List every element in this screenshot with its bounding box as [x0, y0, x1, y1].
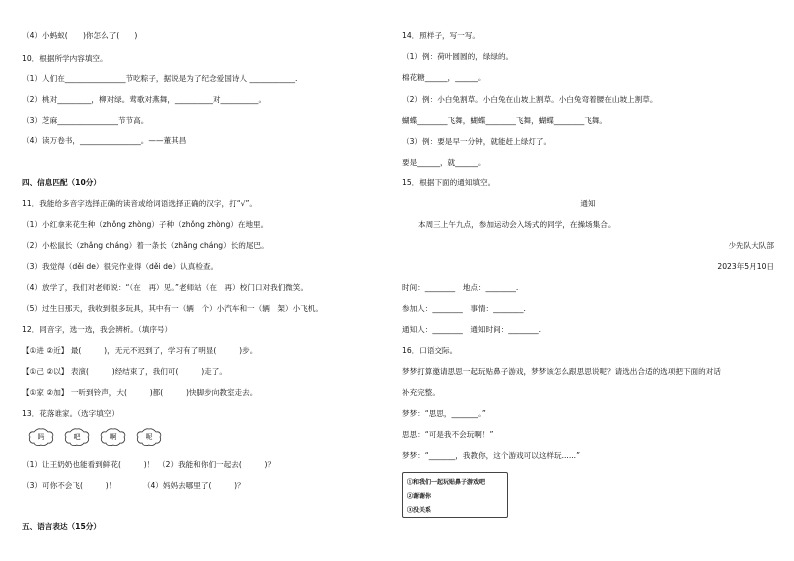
options-box	[402, 472, 508, 518]
q12-item1: 【①进 ②近】 最( )，无元不迟到了，学习有了明显( )步。	[22, 346, 258, 355]
flower-label: 啊	[109, 433, 117, 441]
q10-title: 10．根据所学内容填空。	[22, 54, 108, 63]
q12-title: 12．同音字，选一选，我会辨析。（填序号）	[22, 325, 173, 334]
notice-signature: 少先队大队部	[728, 241, 774, 250]
q14-example1: （1）例：荷叶圆圆的，绿绿的。	[402, 52, 514, 61]
section-4-heading: 四、信息匹配（10分）	[22, 178, 101, 187]
q15-fill1: 时间：________ 地点：________.	[402, 283, 519, 292]
q11-item4: （4）放学了，我们对老师说：“（在 再）见。”老师站（在 再）校门口对我们微笑。	[22, 283, 309, 292]
q11-item5: （5）过生日那天，我收到很多玩具，其中有一（辆 个）小汽车和一（辆 架）小飞机。	[22, 304, 323, 313]
q13-item1-2: （1）让王奶奶也能看到鲜花( )！ （2）我能和你们一起去( )？	[22, 460, 276, 469]
q15-fill3: 通知人：________ 通知时间：________.	[402, 325, 542, 334]
q14-answer2: 蝴蝶________飞舞，蝴蝶________飞舞，蝴蝶________飞舞。	[402, 116, 608, 125]
q16-prompt-line2: 补充完整。	[402, 388, 440, 397]
option-2: ②谢谢你	[407, 493, 432, 500]
q11-item2: （2）小松鼠长（zhǎng cháng）着一条长（zhǎng cháng）长的尾巴。	[22, 241, 269, 250]
option-3: ③没关系	[407, 507, 432, 514]
q15-title: 15．根据下面的通知填空。	[402, 178, 496, 187]
flower-label: 呢	[145, 433, 153, 441]
q14-example3: （3）例：要是早一分钟，就能赶上绿灯了。	[402, 137, 552, 146]
flower-label: 吗	[37, 433, 45, 441]
q10-item1: （1）人们在________________节吃粽子，据说是为了纪念爱国诗人 ____________.	[22, 74, 298, 83]
q14-example2: （2）例：小白兔割草。小白兔在山坡上割草。小白兔弯着腰在山坡上割草。	[402, 95, 658, 104]
dialogue-line3: 梦梦：“_______，我教你，这个游戏可以这样玩......”	[402, 451, 581, 460]
notice-title: 通知	[580, 199, 596, 208]
q16-title: 16．口语交际。	[402, 346, 458, 355]
flower-character	[64, 428, 90, 446]
q10-item2: （2）桃对_________，柳对绿。莺歌对燕舞，__________对__________。	[22, 95, 267, 104]
q13-title: 13．花落谁家。（选字填空）	[22, 409, 119, 418]
q14-answer3: 要是______，就______。	[402, 158, 486, 167]
flower-label: 吧	[73, 433, 81, 441]
q16-prompt-line1: 梦梦打算邀请思思一起玩贴鼻子游戏，梦梦该怎么跟思思说呢？请选出合适的选项把下面的对话	[402, 367, 721, 376]
q11-item3: （3）我觉得（děi de）很完作业得（děi de）认真检查。	[22, 262, 219, 271]
q14-answer1: 棉花糖______，______。	[402, 73, 486, 82]
dialogue-line2: 思思：“可是我不会玩啊！”	[402, 430, 494, 439]
section-5-heading: 五、语言表达（15分）	[22, 522, 101, 531]
q10-item4: （4）读万卷书，________________。——董其昌	[22, 136, 187, 145]
q12-item2: 【①己 ②以】 表演( )经结束了，我们可( )走了。	[22, 367, 227, 376]
notice-body: 本周三上午九点，参加运动会入场式的同学，在操场集合。	[418, 220, 616, 229]
flower-character	[100, 428, 126, 446]
q15-fill2: 参加人：________ 事情：________.	[402, 304, 526, 313]
right-column	[402, 0, 774, 561]
q10-item3: （3）芝麻________________节节高。	[22, 116, 149, 125]
left-column	[22, 0, 394, 561]
q12-item3: 【①家 ②加】 一听到铃声，大( )都( )快脚步向教室走去。	[22, 388, 258, 397]
q14-title: 14．照样子，写一写。	[402, 31, 481, 40]
notice-date: 2023年5月10日	[717, 262, 774, 271]
q13-character-flowers	[28, 428, 168, 448]
flower-character	[28, 428, 54, 446]
q11-title: 11．我能给多音字选择正确的读音或给词语选择正确的汉字，打“√”。	[22, 199, 257, 208]
flower-character	[136, 428, 162, 446]
dialogue-line1: 梦梦：“思思，_______。”	[402, 409, 486, 418]
q13-item3-4: （3）可你不会飞( )！ （4）妈妈去哪里了( )？	[22, 481, 245, 490]
q11-item1: （1）小红拿来花生种（zhǒng zhòng）子种（zhǒng zhòng）在地里。	[22, 220, 269, 229]
option-1: ①和我们一起玩贴鼻子游戏吧	[407, 479, 486, 486]
q9-item4: （4）小蚂蚁( )你怎么了( )	[22, 31, 138, 40]
